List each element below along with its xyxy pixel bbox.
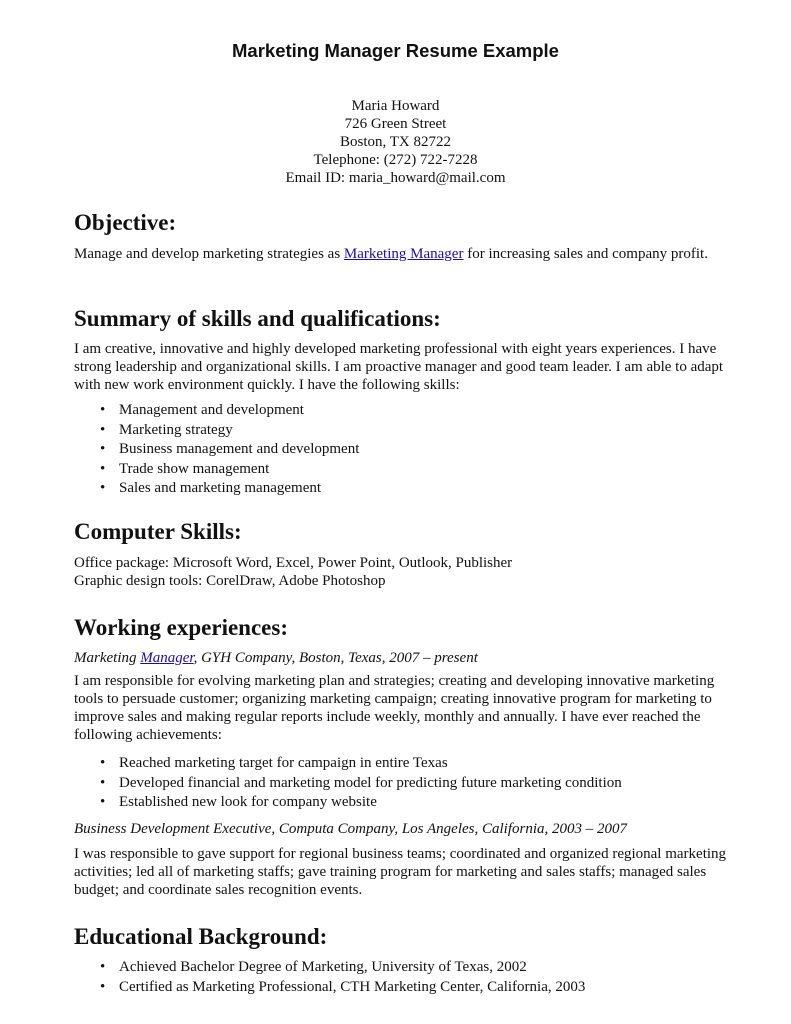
education-heading: Educational Background: — [74, 924, 328, 949]
contact-street: 726 Green Street — [344, 116, 447, 132]
contact-block — [0, 97, 791, 187]
graphic-skills: Graphic design tools: CorelDraw, Adobe Photoshop — [74, 573, 386, 589]
job1-description-block — [74, 672, 734, 744]
experience-heading: Working experiences: — [74, 615, 288, 640]
achievements-list — [100, 754, 622, 813]
education-list — [100, 958, 585, 997]
skills-list — [100, 401, 359, 499]
computer-skills-block — [74, 554, 734, 590]
objective-text — [74, 245, 734, 263]
list-item: • Management and development — [100, 401, 359, 421]
summary-text-block — [74, 340, 734, 394]
list-item: • Achieved Bachelor Degree of Marketing, University of Texas, 2002 — [100, 958, 585, 978]
contact-city: Boston, TX 82722 — [340, 134, 451, 150]
list-item: • Reached marketing target for campaign in entire Texas — [100, 754, 622, 774]
list-item: • Trade show management — [100, 460, 359, 480]
document-title: Marketing Manager Resume Example — [232, 40, 559, 61]
list-item: • Certified as Marketing Professional, CTH Marketing Center, California, 2003 — [100, 978, 585, 998]
list-item: • Marketing strategy — [100, 421, 359, 441]
list-item: • Sales and marketing management — [100, 479, 359, 499]
job1-title-before: Marketing — [74, 650, 141, 666]
objective-heading: Objective: — [74, 210, 177, 235]
job2-description-block — [74, 845, 734, 899]
job2-title: Business Development Executive, Computa Company, Los Angeles, California, 2003 – 2007 — [74, 821, 627, 837]
summary-text: I am creative, innovative and highly developed marketing professional with eight years experiences. I have strong leadership and organizational skills. I am proactive manager and good team leader. I am able to adapt with new work environment quickly. I have the following skills: — [74, 341, 724, 393]
summary-heading: Summary of skills and qualifications: — [74, 306, 441, 331]
contact-email: Email ID: maria_howard@mail.com — [285, 170, 506, 186]
job1-title-after: , GYH Company, Boston, Texas, 2007 – present — [193, 650, 478, 666]
list-item: • Business management and development — [100, 440, 359, 460]
computer-skills-heading: Computer Skills: — [74, 519, 242, 544]
list-item: • Developed financial and marketing model for predicting future marketing condition — [100, 774, 622, 794]
objective-text-before: Manage and develop marketing strategies as — [74, 246, 344, 262]
job1-description: I am responsible for evolving marketing plan and strategies; creating and developing innovative marketing tools to persuade customer; organizing marketing campaign; creating innovative program for marketing to improve sales and making regular reports include weekly, monthly and annually. I have ever reached the following achievements: — [74, 673, 715, 743]
contact-name: Maria Howard — [351, 98, 440, 114]
contact-telephone: Telephone: (272) 722-7228 — [313, 152, 478, 168]
list-item: • Established new look for company website — [100, 793, 622, 813]
office-skills: Office package: Microsoft Word, Excel, Power Point, Outlook, Publisher — [74, 555, 513, 571]
job2-description: I was responsible to gave support for regional business teams; coordinated and organized regional marketing activities; led all of marketing staffs; gave training program for marketing and sales staffs; managed sales budget; and coordinate sales recognition events. — [74, 846, 727, 898]
marketing-manager-link[interactable]: Marketing Manager — [343, 246, 464, 262]
job1-title — [74, 649, 478, 667]
objective-text-after: for increasing sales and company profit. — [463, 246, 708, 262]
manager-link[interactable]: Manager — [140, 650, 194, 666]
